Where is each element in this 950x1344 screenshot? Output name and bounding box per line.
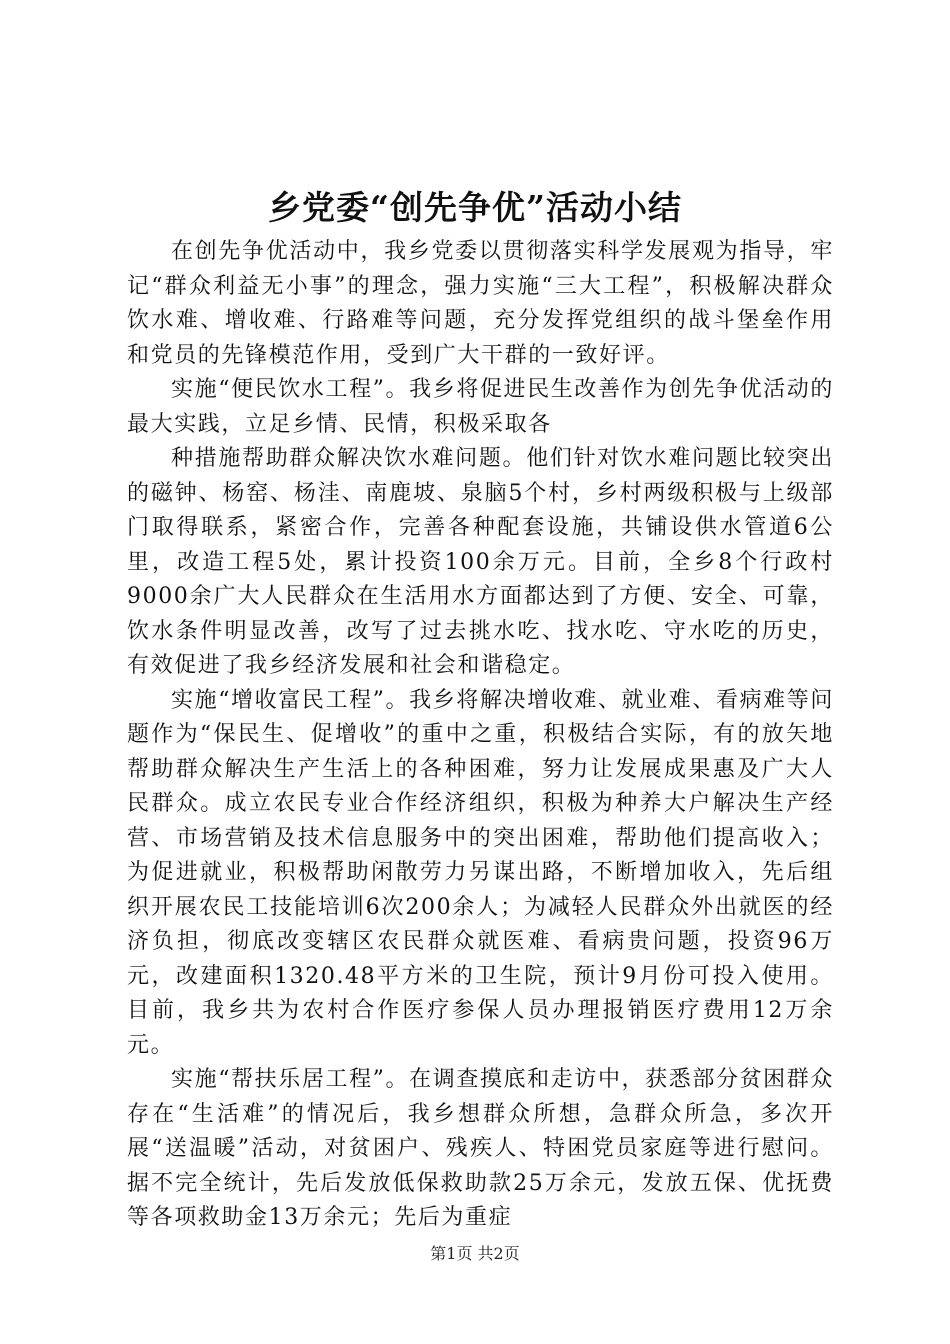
paragraph-intro: 在创先争优活动中，我乡党委以贯彻落实科学发展观为指导，牢记“群众利益无小事”的理念，强力实施“三大工程”，积极解决群众饮水难、增收难、行路难等问题，充分发挥党组织的战斗堡垒作用和党员的先锋模范作用，受到广大干群的一致好评。 bbox=[127, 239, 834, 368]
paragraph-assistance-project: 实施“帮扶乐居工程”。在调查摸底和走访中，获悉部分贫困群众存在“生活难”的情况后，我乡想群众所想，急群众所急，多次开展“送温暖”活动，对贫困户、残疾人、特困党员家庭等进行慰问。据不完全统计，先后发放低保救助款25万余元，发放五保、优抚费等各项救助金13万余元；先后为重症 bbox=[127, 1067, 834, 1230]
paragraph-water-project: 实施“便民饮水工程”。我乡将促进民生改善作为创先争优活动的最大实践，立足乡情、民情，积极采取各 bbox=[127, 377, 834, 437]
document-body bbox=[127, 235, 834, 1236]
page-number-footer: 第1页 共2页 bbox=[430, 1244, 520, 1263]
paragraph-income-project: 实施“增收富民工程”。我乡将解决增收难、就业难、看病难等问题作为“保民生、促增收”的重中之重，积极结合实际，有的放矢地帮助群众解决生产生活上的各种困难，努力让发展成果惠及广大人民群众。成立农民专业合作经济组织，积极为种养大户解决生产经营、市场营销及技术信息服务中的突出困难，帮助他们提高收入；为促进就业，积极帮助闲散劳力另谋出路，不断增加收入，先后组织开展农民工技能培训6次200余人；为减轻人民群众外出就医的经济负担，彻底改变辖区农民群众就医难、看病贵问题，投资96万元，改建面积1320.48平方米的卫生院，预计9月份可投入使用。目前，我乡共为农村合作医疗参保人员办理报销医疗费用12万余元。 bbox=[127, 687, 834, 1058]
paragraph-water-measures: 种措施帮助群众解决饮水难问题。他们针对饮水难问题比较突出的磁钟、杨窑、杨洼、南鹿坡、泉脑5个村，乡村两级积极与上级部门取得联系，紧密合作，完善各种配套设施，共铺设供水管道6公里，改造工程5处，累计投资100余万元。目前，全乡8个行政村9000余广大人民群众在生活用水方面都达到了方便、安全、可靠，饮水条件明显改善，改写了过去挑水吃、找水吃、守水吃的历史，有效促进了我乡经济发展和社会和谐稳定。 bbox=[127, 446, 834, 678]
document-title: 乡党委“创先争优”活动小结 bbox=[268, 188, 682, 227]
